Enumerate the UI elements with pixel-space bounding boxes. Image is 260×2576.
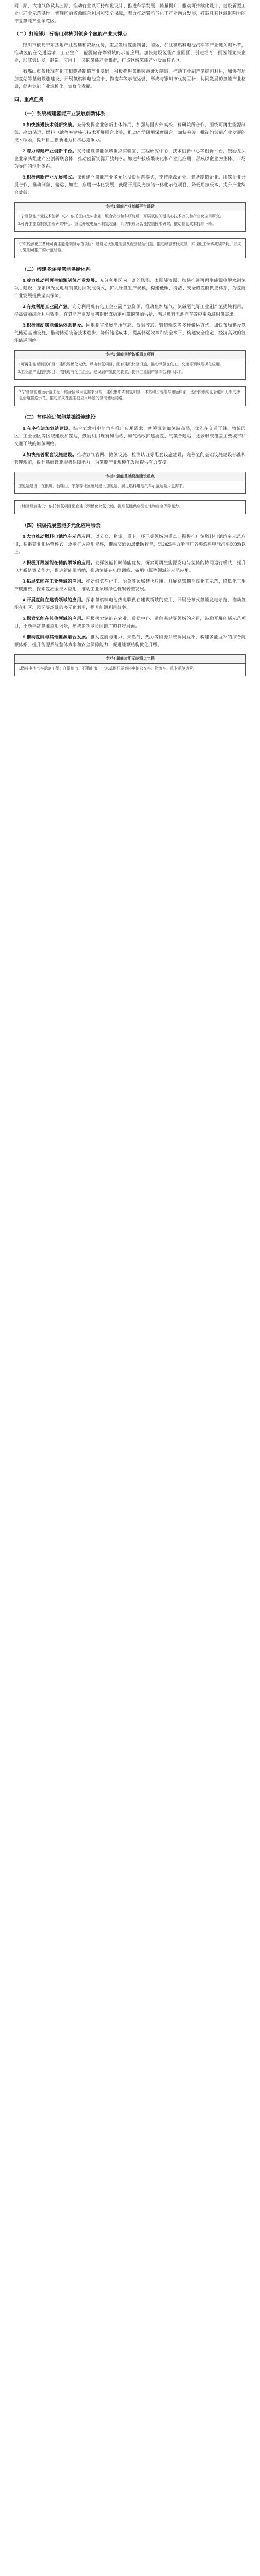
column-box-1: [14, 202, 246, 232]
column-box-body: [15, 239, 245, 258]
task-item-title: 1.着力推动可再生能源制氢产业发展。: [23, 278, 100, 283]
task-item-title: 2.有效利用工业副产氢。: [23, 304, 73, 309]
column-box-header: 专栏1 氢能产业创新平台建设: [15, 203, 245, 211]
task-item-title: 2.加快完善配套设施建设。: [23, 452, 77, 457]
column-box-body: [15, 664, 245, 676]
task-item: [14, 174, 246, 197]
task-item: [14, 533, 246, 556]
task-item-text: 充分利用现有化工企业副产氢资源，推动焦炉煤气、氯碱尾气等工业副产氢提纯利用，提高资源综合利用效率，在氢能产业发展初期形成稳定可靠的氢源供给，满足燃料电池汽车等应用领域用氢需求。: [14, 304, 246, 317]
intro-paragraph: 同二期、大地气体及其三期，推动行业以可持续化设计、推进科学发展、储量提升、推动可持续化设计，建设新型工业化产业示范基地，实现能源资源综合利用和安全保障，着力推动氢能与化工产业融合发展，打造具有区域影响力的宁夏氢能产业示范区。: [14, 3, 246, 23]
subsection-heading-3: （三）有序推进氢能基础设施建设: [22, 414, 96, 420]
paragraph: 石嘴山市依托现有化工和装备制造产业基础，积极推进氢能装备研发制造，推动工业副产氢提纯利用，加快布局加氢站等基础设施建设，开展氢燃料电池重卡、物流车等示范运营，形成与银川市优势互补、协同发展的氢能产业格局，促进氢能产业规模化、集群化发展。: [14, 69, 246, 89]
subsection-heading-1: （一）系统构建氢能产业发展创新体系: [22, 111, 106, 116]
task-item-title: 3.积极创新产业发展模式。: [23, 175, 77, 180]
section-heading-4: 四、重点任务: [14, 97, 44, 102]
column-box-header: 专栏4 氢能应用示范重点工程: [15, 655, 245, 664]
column-box-continued-2: [14, 386, 246, 406]
column-box-4: [14, 654, 246, 676]
task-item-text: 推动氢气管网、储氢设施、检测认证等配套设施建设，完善氢能基础设施建设标准和管理规范，提升基础设施服务保障能力，为氢能产业规模化发展提供有力支撑。: [14, 452, 246, 465]
column-box-line: 2.可再生能源制氢工程研究中心：重点开展电解水制氢装备、系统集成及智能控制技术研究，推动制氢成本持续下降。: [18, 222, 216, 226]
task-item-text: 发挥氢能长时储能优势，探索可再生能源发电与氢储能协同运行模式，提升电力系统调节能力，促进新能源消纳，推动氢能在电网调峰、备用电源等领域的示范应用。: [14, 560, 246, 573]
column-box-continued-3: [14, 500, 246, 514]
column-box-body: [15, 481, 245, 493]
column-box-body: [15, 359, 245, 379]
task-item: [14, 303, 246, 318]
task-item-text: 推动氢能与电力、天然气、热力等能源系统协同互补，构建多能互补的综合能源体系，提升能源系统整体效率和安全保障能力，促进能源结构优化升级。: [14, 635, 246, 647]
task-item-title: 1.大力推动燃料电池汽车示范应用。: [23, 534, 96, 539]
task-item: [14, 121, 246, 144]
task-item-text: 结合氢燃料电池汽车推广应用需求，统筹规划加氢站布局，优先在交通干线、物流园区、工业园区等区域建设加氢站，鼓励利用现有加油站、加气站改扩建油氢、气氢合建站，逐步形成覆盖主要城市和交通干线的加氢网络。: [14, 426, 246, 446]
task-item: [14, 147, 246, 170]
task-item: [14, 578, 246, 593]
paragraph: 银川市依托宁东基地产业基础和资源优势，重点发展氢能制备、储运、加注和燃料电池汽车等产业链关键环节，推动氢能在交通运输、工业生产、能源储存等领域的示范应用。加快建设氢能产业园区，引进培育一批氢能龙头企业，形成集研发、制造、应用于一体的氢能产业集群，打造区域氢能产业发展核心区。: [14, 43, 246, 63]
column-box-body: [15, 501, 245, 514]
task-item-text: 支持建设氢能领域重点实验室、工程研究中心、技术创新中心等创新平台，鼓励龙头企业牵头组建产业创新联合体，推动创新资源开放共享，加速科技成果转化和产业化应用，形成以企业为主体、市场为导向的创新体系。: [14, 149, 246, 169]
subsection-heading-4: （四）积极拓展氢能多元化应用场景: [22, 523, 101, 528]
section-heading-2: （二）打造银川石嘴山双核引领多个氢能产业支撑点: [14, 31, 128, 37]
column-box-line: 2.工业副产氢提纯项目：依托现有化工企业，建设副产氢提纯装置，提升工业副产氢综合利用水平。: [18, 370, 186, 374]
task-item: [14, 596, 246, 612]
column-box-line: 1.燃料电池汽车示范工程：在银川市、石嘴山市、宁东基地开展燃料电池公交车、物流车、重卡示范运营。: [18, 666, 197, 671]
task-item: [14, 615, 246, 630]
column-box-line: 2.宁夏氢能储运示范工程：结合区域用氢需求分布，建设集中式制氢加氢一体站和长管拖车储运体系，逐步探索纯氢管道和天然气掺氢管道输送示范，推动形成覆盖主要应用场景的氢气储运网络。: [19, 390, 240, 400]
document-page: [0, 0, 260, 692]
task-item-title: 6.推动氢能与其他能源融合发展。: [23, 635, 91, 639]
task-item-title: 3.积极推动氢能储运体系建设。: [23, 323, 86, 328]
column-box-3: [14, 472, 246, 494]
task-item-title: 1.加快推进技术创新突破。: [23, 122, 77, 127]
task-item: [14, 425, 246, 448]
column-box-body: [15, 211, 245, 231]
task-item-text: 以公交、物流、重卡、环卫等领域为重点，积极推广氢燃料电池汽车示范应用，探索商业化运营模式，逐步扩大应用规模，推动交通领域低碳转型，到2025年力争推广各类燃料电池汽车500辆以上。: [14, 534, 246, 554]
subsection-heading-2: （二）构建多途径氢能供给体系: [22, 267, 91, 272]
column-box-header: 专栏2 氢能供给体系重点项目: [15, 351, 245, 359]
task-item: [14, 322, 246, 345]
column-box-body: [15, 387, 245, 406]
task-item-text: 探索氢燃料电池热电联供在建筑领域的应用，开展分布式氢能发电示范，推动氢能在社区、园区等场景的多元化利用，提升能源利用效率。: [14, 597, 246, 610]
column-box-line: 1.可再生能源制氢项目：建设规模化光伏、风电制氢项目，配套建设储氢设施，推动绿氢在化工、交通等领域规模化应用。: [18, 362, 224, 366]
task-item-text: 推动绿氢在化工、冶金等领域替代应用，开展绿氢耦合煤化工示范，降低化工生产碳排放，探索氢冶金技术应用，推动工业领域绿色低碳转型发展。: [14, 579, 246, 591]
column-box-line: 1.储氢设施建设：依托制氢项目配套建设规模化储氢设施，提升氢能供应稳定性和应急保障能力。: [19, 504, 183, 508]
task-item-title: 1.有序推进加氢站建设。: [23, 426, 74, 431]
column-box-line: 1.宁夏氢能产业技术创新中心：依托区内龙头企业，联合高校和科研院所，开展氢能关键核心技术攻关和产业化应用研究。: [18, 214, 224, 218]
column-box-line: 加氢站建设：在银川、石嘴山、宁东等地区布局建设加氢站，满足燃料电池汽车示范运营用氢需求。: [18, 484, 186, 488]
task-item: [14, 559, 246, 575]
task-item-title: 5.探索氢能在其他领域的应用。: [23, 616, 86, 621]
task-item-text: 积极探索氢能在农业、数据中心、通信基站等领域的应用，鼓励开展创新示范项目，不断丰富氢能应用场景，形成多领域协同推广的良好局面。: [14, 616, 246, 629]
task-item-title: 4.开展氢能在建筑领域的应用。: [23, 597, 86, 602]
task-item: [14, 451, 246, 466]
task-item-title: 2.积极开展氢能在储能领域的应用。: [23, 560, 96, 565]
column-box-continued-1: [14, 238, 246, 258]
task-item-text: 探索建立氢能产业多元化投资运营模式，支持能源企业、装备制造企业、用氢企业开展合作，推动制氢、储运、加注、应用一体化发展，鼓励开展风光氢储一体化示范项目，降低用氢成本，提升产业综合效益。: [14, 175, 246, 195]
task-item-title: 3.拓展氢能在工业领域的应用。: [23, 579, 86, 584]
task-item-text: 充分利用区内丰富的风能、太阳能资源，加快推进可再生能源电解水制氢项目建设，探索风光发电与制氢协同发展模式，扩大绿氢生产规模，构建低碳、清洁、安全的氢能供应体系，为氢能产业发展提供坚实保障。: [14, 278, 246, 298]
task-item-text: 充分发挥企业创新主体作用，加强与国内外高校、科研院所合作，围绕可再生能源制氢、高效储运、燃料电池等关键核心技术开展联合攻关，推动产学研用深度融合，加快突破一批制约氢能产业发展的技术瓶颈，提升自主创新能力和核心竞争力。: [14, 122, 246, 143]
column-box-header: 专栏3 氢能基础设施建设重点: [15, 472, 245, 481]
task-item: [14, 633, 246, 649]
task-item-text: 因地制宜发展高压气态、低温液态、管道输氢等多种储运方式，加快布局建设氢气储运基础设施，推动储运装备技术进步，降低储运成本，提高储运效率和安全水平，构建安全稳定、经济高效的氢能储运网络。: [14, 323, 246, 343]
column-box-2: [14, 350, 246, 380]
task-item-title: 2.着力构建产业创新平台。: [23, 149, 77, 153]
column-box-line: 宁东能源化工基地可再生能源制氢示范项目：建设光伏发电制氢及配套储运设施，推动绿氢替代灰氢，实现化工领域减碳降耗，形成可复制可推广的示范经验。: [19, 242, 241, 252]
task-item: [14, 277, 246, 300]
